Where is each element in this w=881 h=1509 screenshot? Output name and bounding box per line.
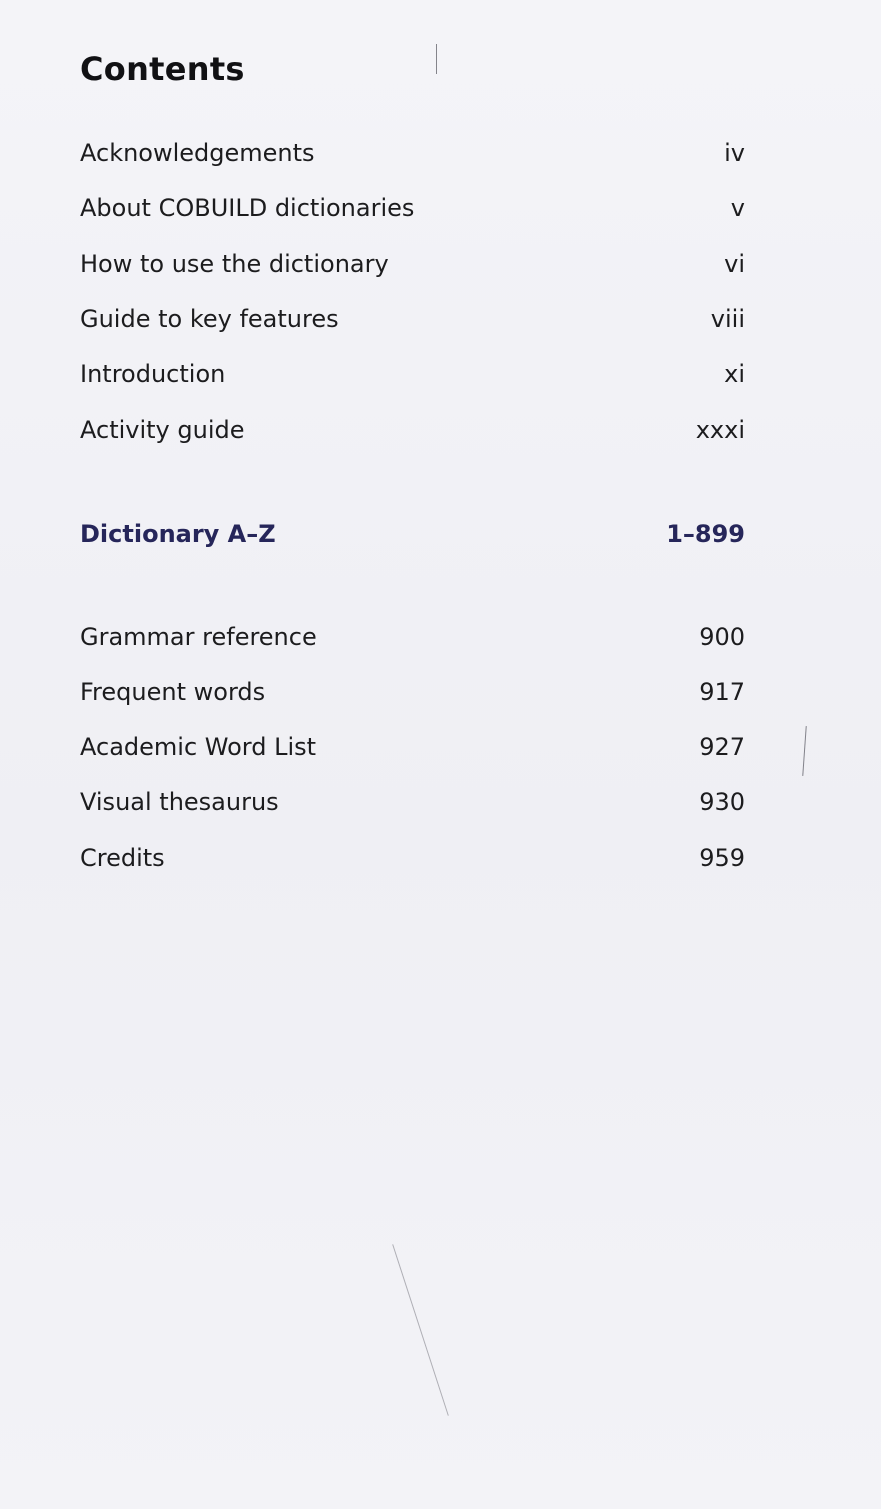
toc-entry-page: 927 xyxy=(699,733,745,761)
toc-entry-label: Introduction xyxy=(80,360,226,388)
toc-entry-label: Visual thesaurus xyxy=(80,788,279,816)
toc-entry-label: Dictionary A–Z xyxy=(80,520,276,548)
pencil-mark xyxy=(392,1244,449,1415)
toc-entry-guide-key-features[interactable] xyxy=(80,301,745,337)
toc-entry-label: How to use the dictionary xyxy=(80,250,389,278)
toc-entry-page: 959 xyxy=(699,844,745,872)
toc-entry-page: viii xyxy=(710,305,745,333)
toc-entry-label: Academic Word List xyxy=(80,733,317,761)
toc-entry-page: 930 xyxy=(699,788,745,816)
toc-entry-introduction[interactable] xyxy=(80,356,745,392)
toc-entry-label: Frequent words xyxy=(80,678,266,706)
toc-entry-page: 917 xyxy=(699,678,745,706)
toc-entry-grammar-reference[interactable] xyxy=(80,619,745,655)
pencil-mark xyxy=(436,44,437,74)
toc-entry-label: Guide to key features xyxy=(80,305,339,333)
toc-entry-how-to-use[interactable] xyxy=(80,246,745,282)
toc-entry-academic-word-list[interactable] xyxy=(80,729,745,765)
toc-entry-dictionary[interactable] xyxy=(80,516,745,552)
toc-entry-label: Credits xyxy=(80,844,165,872)
toc-entry-page: iv xyxy=(724,139,745,167)
toc-entry-page: 1–899 xyxy=(666,520,745,548)
toc-entry-page: 900 xyxy=(699,623,745,651)
toc-entry-label: Activity guide xyxy=(80,416,245,444)
toc-entry-page: xi xyxy=(724,360,745,388)
toc-entry-acknowledgements[interactable] xyxy=(80,135,745,171)
toc-entry-label: About COBUILD dictionaries xyxy=(80,194,415,222)
pencil-mark xyxy=(802,726,806,776)
toc-entry-page: v xyxy=(730,194,745,222)
toc-entry-frequent-words[interactable] xyxy=(80,674,745,710)
toc-entry-page: vi xyxy=(724,250,745,278)
toc-entry-label: Grammar reference xyxy=(80,623,317,651)
toc-entry-visual-thesaurus[interactable] xyxy=(80,784,745,820)
page-title: Contents xyxy=(80,50,245,88)
toc-entry-about-cobuild[interactable] xyxy=(80,190,745,226)
toc-entry-credits[interactable] xyxy=(80,840,745,876)
toc-entry-activity-guide[interactable] xyxy=(80,412,745,448)
toc-entry-page: xxxi xyxy=(695,416,745,444)
toc-entry-label: Acknowledgements xyxy=(80,139,315,167)
